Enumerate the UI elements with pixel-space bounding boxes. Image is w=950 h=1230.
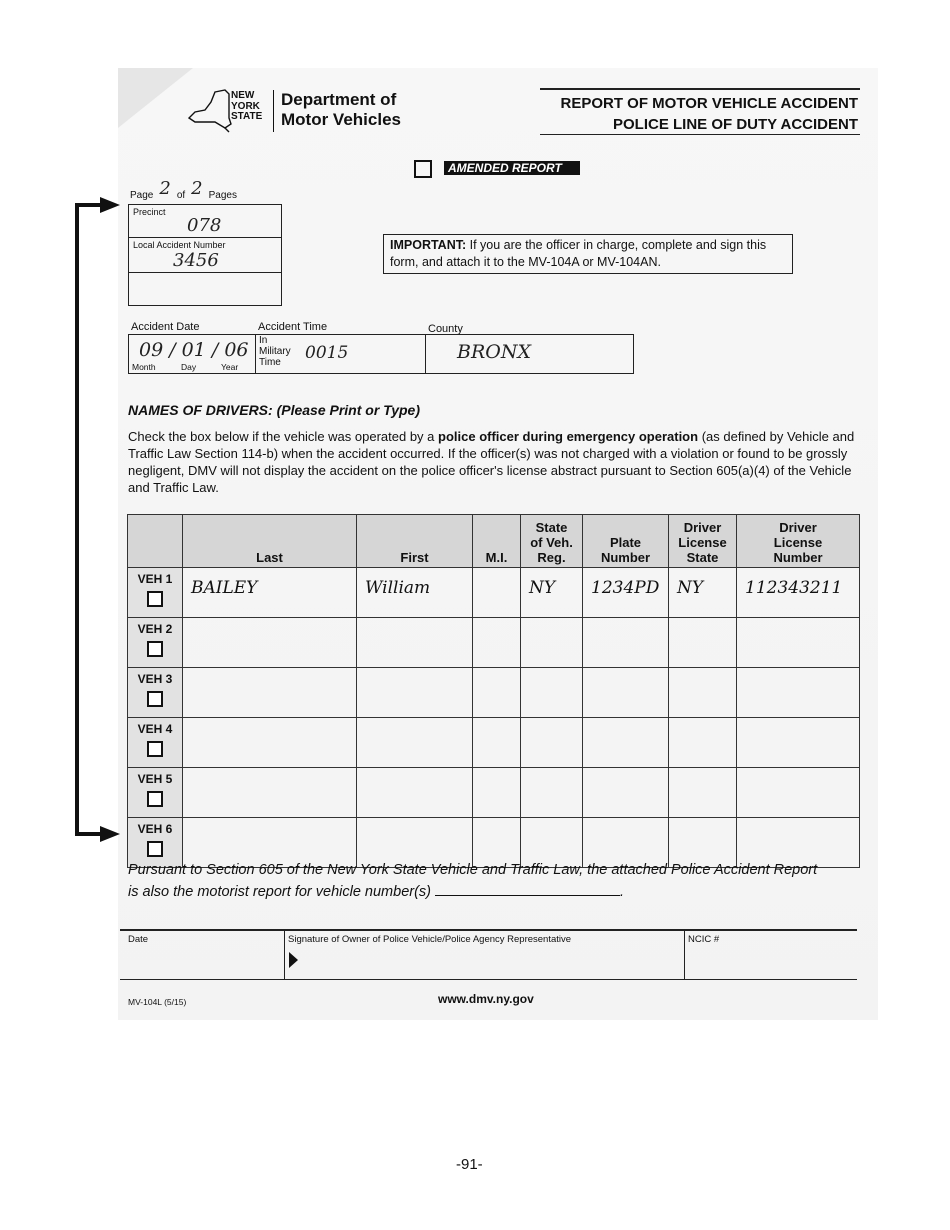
- cell-plate[interactable]: [583, 668, 669, 718]
- cell-last[interactable]: [183, 568, 357, 618]
- month-label: Month: [132, 362, 156, 372]
- cell-state[interactable]: [521, 568, 583, 618]
- veh-label-cell: [128, 768, 183, 818]
- arrow-right-icon: [100, 826, 120, 842]
- cell-first[interactable]: [357, 718, 473, 768]
- table-header-row: [128, 515, 860, 568]
- veh-label-cell: [128, 668, 183, 718]
- cell-value: BAILEY: [191, 578, 258, 598]
- emergency-operation-instructions: Check the box below if the vehicle was operated by a police officer during emergency operation (as defined by Vehicle and Traffic Law Section 114-b) when the accident occurred. If the officer(s) was not charged with a violation or found to be grossly negligent, DMV will not display the accident on the police officer's license abstract pursuant to Section 605(a)(4) of the Vehicle and Traffic Law.: [128, 429, 855, 495]
- cell-value: William: [365, 578, 431, 598]
- emergency-operation-checkbox[interactable]: [147, 791, 163, 807]
- veh-label: VEH 4: [137, 722, 173, 736]
- cell-plate[interactable]: [583, 718, 669, 768]
- cell-last[interactable]: [183, 618, 357, 668]
- emergency-operation-checkbox[interactable]: [147, 641, 163, 657]
- emergency-operation-checkbox[interactable]: [147, 591, 163, 607]
- precinct-value: 078: [187, 215, 222, 236]
- cell-plate[interactable]: [583, 568, 669, 618]
- signature-separator: [684, 929, 685, 980]
- cell-dl-number[interactable]: [737, 668, 860, 718]
- arrow-right-icon: [100, 197, 120, 213]
- col-header-dl-number: Driver License Number: [737, 515, 860, 568]
- header-rule-top: [540, 88, 860, 90]
- cell-value: NY: [677, 578, 704, 598]
- bracket-line: [75, 205, 79, 835]
- year-label: Year: [221, 362, 239, 372]
- cell-dl-number[interactable]: [737, 568, 860, 618]
- col-header-dl-state: Driver License State: [669, 515, 737, 568]
- accident-date-time-county-box: [128, 334, 634, 374]
- cell-plate[interactable]: [583, 768, 669, 818]
- veh-label-cell: [128, 568, 183, 618]
- form-number: MV-104L (5/15): [128, 997, 187, 1007]
- veh-label: VEH 6: [137, 822, 173, 836]
- precinct-blank-field[interactable]: [129, 273, 281, 304]
- emergency-operation-checkbox[interactable]: [147, 691, 163, 707]
- cell-mi[interactable]: [473, 618, 521, 668]
- precinct-field[interactable]: Precinct 078: [129, 205, 281, 238]
- vehicle-numbers-field[interactable]: [435, 881, 620, 896]
- veh-label: VEH 5: [137, 772, 173, 786]
- col-header-last: Last: [183, 515, 357, 568]
- col-header-veh: [128, 515, 183, 568]
- logo-divider: [273, 90, 274, 132]
- page-total-value[interactable]: 2: [191, 178, 203, 199]
- time-county-separator: [425, 335, 426, 373]
- accident-time-label: Accident Time: [258, 321, 328, 333]
- col-header-state-veh-reg: State of Veh. Reg.: [521, 515, 583, 568]
- cell-last[interactable]: [183, 668, 357, 718]
- names-of-drivers-title: NAMES OF DRIVERS: (Please Print or Type): [128, 402, 420, 418]
- cell-dl-state[interactable]: [669, 768, 737, 818]
- veh-label: VEH 1: [137, 572, 173, 586]
- amended-report-checkbox[interactable]: [414, 160, 432, 178]
- col-header-mi: M.I.: [473, 515, 521, 568]
- local-accident-number-value: 3456: [173, 250, 219, 271]
- table-row: [128, 618, 860, 668]
- page-number-value[interactable]: 2: [159, 178, 171, 199]
- county-label: County: [428, 323, 463, 335]
- report-title: REPORT OF MOTOR VEHICLE ACCIDENT POLICE LINE OF DUTY ACCIDENT: [560, 95, 858, 133]
- cell-dl-state[interactable]: [669, 618, 737, 668]
- sign-here-arrow-icon: [289, 952, 298, 968]
- veh-label-cell: [128, 718, 183, 768]
- signature-rule-top: [120, 929, 857, 931]
- local-accident-number-field[interactable]: Local Accident Number 3456: [129, 238, 281, 273]
- signature-separator: [284, 929, 285, 980]
- table-row: [128, 768, 860, 818]
- table-row: [128, 718, 860, 768]
- cell-mi[interactable]: [473, 768, 521, 818]
- cell-value: 112343211: [745, 578, 843, 598]
- logo-department-text: Department of Motor Vehicles: [281, 90, 401, 129]
- cell-mi[interactable]: [473, 568, 521, 618]
- cell-first[interactable]: [357, 668, 473, 718]
- cell-value: NY: [529, 578, 556, 598]
- cell-first[interactable]: [357, 768, 473, 818]
- dmv-logo: [185, 86, 415, 136]
- day-label: Day: [181, 362, 197, 372]
- accident-time-value[interactable]: 0015: [305, 343, 349, 363]
- drivers-table: [127, 514, 860, 868]
- cell-dl-state[interactable]: [669, 718, 737, 768]
- table-row: [128, 568, 860, 618]
- veh-label: VEH 3: [137, 672, 173, 686]
- col-header-plate-number: Plate Number: [583, 515, 669, 568]
- scan-corner-shadow: [118, 68, 193, 128]
- col-header-first: First: [357, 515, 473, 568]
- bracket-bottom-arm: [75, 832, 103, 836]
- logo-ny-state-text: NEW YORK STATE: [231, 90, 263, 122]
- veh-label-cell: [128, 618, 183, 668]
- cell-plate[interactable]: [583, 618, 669, 668]
- dmv-website: www.dmv.ny.gov: [438, 992, 534, 1006]
- county-value[interactable]: BRONX: [457, 341, 531, 363]
- page-number: -91-: [456, 1156, 483, 1173]
- date-field[interactable]: Date: [128, 934, 149, 945]
- accident-date-value[interactable]: 09 / 01 / 06: [139, 339, 249, 361]
- signature-rule-bottom: [120, 979, 857, 980]
- table-row: [128, 668, 860, 718]
- veh-label: VEH 2: [137, 622, 173, 636]
- signature-field[interactable]: Signature of Owner of Police Vehicle/Police Agency Representative: [288, 934, 572, 945]
- accident-date-label: Accident Date: [131, 321, 200, 333]
- emergency-operation-checkbox[interactable]: [147, 741, 163, 757]
- ncic-field[interactable]: NCIC #: [688, 934, 720, 945]
- cell-first[interactable]: [357, 568, 473, 618]
- pursuant-statement: Pursuant to Section 605 of the New York State Vehicle and Traffic Law, the attached Police Accident Report is also the motorist report for vehicle number(s) .: [128, 862, 818, 900]
- cell-value: 1234PD: [591, 578, 660, 598]
- cell-dl-number[interactable]: [737, 718, 860, 768]
- cell-dl-state[interactable]: [669, 668, 737, 718]
- cell-mi[interactable]: [473, 668, 521, 718]
- cell-dl-state[interactable]: [669, 568, 737, 618]
- cell-last[interactable]: [183, 768, 357, 818]
- emergency-operation-checkbox[interactable]: [147, 841, 163, 857]
- cell-dl-number[interactable]: [737, 768, 860, 818]
- important-notice: IMPORTANT: If you are the officer in charge, complete and sign this form, and attach it to the MV-104A or MV-104AN.: [383, 234, 793, 274]
- header-rule-bottom: [540, 134, 860, 135]
- bracket-top-arm: [75, 203, 103, 207]
- cell-mi[interactable]: [473, 718, 521, 768]
- cell-state[interactable]: [521, 718, 583, 768]
- cell-state[interactable]: [521, 768, 583, 818]
- cell-first[interactable]: [357, 618, 473, 668]
- military-time-label: In Military Time: [259, 335, 291, 368]
- page-count-line: Page 2 of 2 Pages: [130, 178, 237, 201]
- amended-report-label: AMENDED REPORT: [444, 161, 580, 175]
- ny-state-map-icon: [185, 88, 235, 134]
- precinct-box: [128, 204, 282, 306]
- cell-state[interactable]: [521, 668, 583, 718]
- cell-state[interactable]: [521, 618, 583, 668]
- date-time-separator: [255, 335, 256, 373]
- cell-dl-number[interactable]: [737, 618, 860, 668]
- cell-last[interactable]: [183, 718, 357, 768]
